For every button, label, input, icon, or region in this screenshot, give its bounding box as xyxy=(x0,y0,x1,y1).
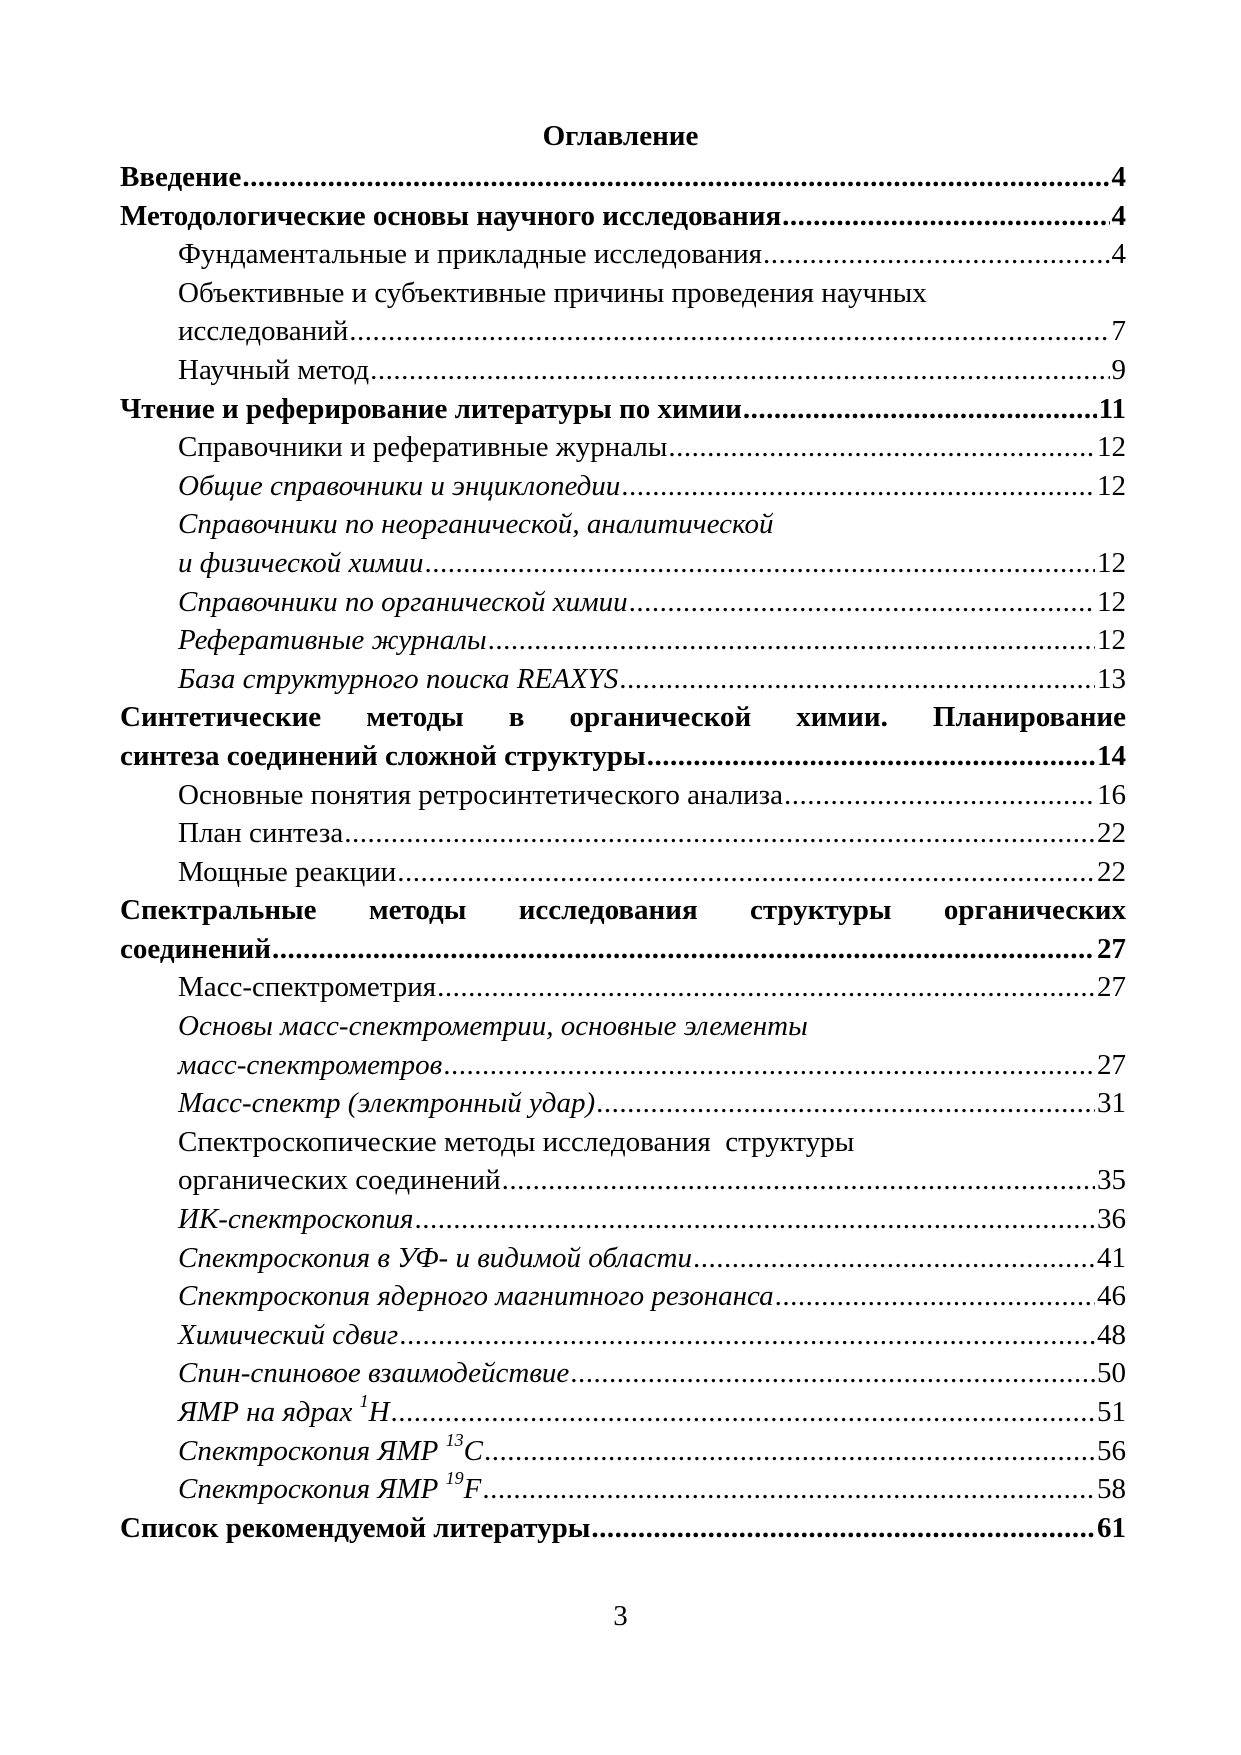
toc-entry[interactable] xyxy=(120,235,1126,274)
toc-entry[interactable] xyxy=(120,1239,1126,1278)
toc-entry-text: и физической химии xyxy=(178,546,424,579)
toc-entry[interactable] xyxy=(120,621,1126,660)
toc-entry-text: Список рекомендуемой литературы xyxy=(120,1511,591,1544)
toc-entry[interactable] xyxy=(120,428,1126,467)
toc-entry-page: 11 xyxy=(1098,392,1126,425)
toc-entry[interactable] xyxy=(120,891,1126,930)
toc-entry-text: Общие справочники и энциклопедии xyxy=(178,469,621,502)
toc-entry-page: 4 xyxy=(1111,238,1126,271)
toc-entry-page: 48 xyxy=(1097,1318,1126,1351)
toc-entry[interactable] xyxy=(120,814,1126,853)
toc-entry[interactable] xyxy=(120,968,1126,1007)
toc-entry-text: масс-спектрометров xyxy=(178,1048,443,1081)
toc-entry-page: 22 xyxy=(1097,817,1126,850)
toc-entry-page: 12 xyxy=(1097,546,1126,579)
toc-entry-text-after: H xyxy=(368,1396,390,1428)
toc-entry[interactable] xyxy=(120,351,1126,390)
toc-entry-text: Научный метод xyxy=(178,353,370,386)
toc-entry[interactable] xyxy=(120,1161,1126,1200)
toc-entry[interactable] xyxy=(120,1316,1126,1355)
toc-entry-page: 46 xyxy=(1097,1280,1126,1313)
toc-entry-text: Справочники по неорганической, аналитической xyxy=(178,508,774,541)
toc-entry[interactable] xyxy=(120,1277,1126,1316)
toc-entry-page: 14 xyxy=(1097,739,1126,772)
toc-entry[interactable] xyxy=(120,312,1126,351)
toc-entry[interactable] xyxy=(120,930,1126,969)
toc-entry-page: 12 xyxy=(1097,585,1126,618)
toc-entry-text: Объективные и субъективные причины проведения научных xyxy=(178,276,927,309)
toc-entry-superscript: 13 xyxy=(445,1429,464,1450)
toc-entry-page: 51 xyxy=(1097,1396,1126,1428)
toc-entry[interactable] xyxy=(120,505,1126,544)
toc-entry-text-main: Спектроскопия ЯМР xyxy=(178,1434,446,1467)
toc-entry[interactable] xyxy=(120,1200,1126,1239)
toc-entry-page: 16 xyxy=(1097,778,1126,811)
toc-entry-text: База структурного поиска REAXYS xyxy=(178,662,619,695)
toc-entry[interactable] xyxy=(120,660,1126,699)
toc-entry-text: Основные понятия ретросинтетического анализа xyxy=(178,778,784,811)
toc-entry-page: 58 xyxy=(1097,1473,1126,1506)
toc-entry-text xyxy=(178,1393,390,1432)
toc-entry-page: 27 xyxy=(1097,932,1126,965)
toc-entry[interactable] xyxy=(120,583,1126,622)
toc-entry-page: 4 xyxy=(1111,161,1126,193)
toc-entry-page: 50 xyxy=(1097,1357,1126,1390)
toc-entry-text: Химический сдвиг xyxy=(178,1318,399,1351)
toc-entry-text: Масс-спектрометрия xyxy=(178,971,437,1004)
toc-entry-text: органических соединений xyxy=(178,1164,501,1197)
toc-entry[interactable] xyxy=(120,737,1126,776)
toc-entry-text-main: Спектроскопия ЯМР xyxy=(178,1473,446,1506)
toc-entry-page: 4 xyxy=(1111,199,1126,232)
toc-entry-superscript: 1 xyxy=(359,1391,369,1411)
toc-entry[interactable] xyxy=(120,390,1126,429)
toc-entry[interactable] xyxy=(120,698,1126,737)
toc-entry-text: Методологические основы научного исследования xyxy=(120,199,782,232)
toc-entry[interactable] xyxy=(120,1354,1126,1393)
toc-entry[interactable] xyxy=(120,544,1126,583)
page-title: Оглавление xyxy=(542,120,699,152)
toc-entry[interactable] xyxy=(120,853,1126,892)
toc-entry-text xyxy=(178,1470,481,1509)
toc-entry-page: 56 xyxy=(1097,1434,1126,1467)
toc-entry-text: Мощные реакции xyxy=(178,855,397,888)
toc-entry-text: соединений xyxy=(120,932,271,965)
toc-entry[interactable] xyxy=(120,467,1126,506)
toc-entry-text: ИК-спектроскопия xyxy=(178,1203,414,1236)
toc-entry-text-after: C xyxy=(463,1434,483,1467)
toc-entry-text: синтеза соединений сложной структуры xyxy=(120,739,646,772)
toc-entry-text-main: ЯМР на ядрах xyxy=(178,1396,360,1428)
toc-entry-text: Справочники по органической химии xyxy=(178,585,628,618)
toc-entry-text: Основы масс-спектрометрии, основные элементы xyxy=(178,1010,808,1043)
toc-entry-text: Спин-спиновое взаимодействие xyxy=(178,1357,570,1390)
toc-entry-page: 61 xyxy=(1097,1511,1126,1544)
toc-entry-page: 12 xyxy=(1097,431,1126,464)
table-of-contents xyxy=(120,158,1126,1547)
toc-entry-page: 12 xyxy=(1097,624,1126,657)
toc-entry[interactable] xyxy=(120,1084,1126,1123)
toc-entry[interactable] xyxy=(120,1509,1126,1548)
toc-entry-page: 7 xyxy=(1111,315,1126,348)
page-number: 3 xyxy=(613,1600,628,1632)
toc-entry-text: Синтетические методы в органической химии. Планирование xyxy=(120,701,1126,734)
toc-entry-page: 36 xyxy=(1097,1203,1126,1236)
toc-entry[interactable] xyxy=(120,1046,1126,1085)
toc-entry-page: 12 xyxy=(1097,469,1126,502)
toc-entry[interactable] xyxy=(120,1470,1126,1509)
toc-entry[interactable] xyxy=(120,1393,1126,1432)
toc-entry[interactable] xyxy=(120,776,1126,815)
toc-entry[interactable] xyxy=(120,197,1126,236)
toc-entry-text-after: F xyxy=(463,1473,482,1506)
toc-entry-page: 27 xyxy=(1097,1048,1126,1081)
toc-entry-text: исследований xyxy=(178,315,349,348)
toc-entry-page: 35 xyxy=(1097,1164,1126,1197)
toc-entry-page: 41 xyxy=(1097,1241,1126,1274)
toc-entry-text: Справочники и реферативные журналы xyxy=(178,431,668,464)
toc-entry[interactable] xyxy=(120,1429,1126,1471)
toc-entry-text: Спектральные методы исследования структуры органических xyxy=(120,894,1126,927)
toc-entry-text: План синтеза xyxy=(178,817,344,850)
toc-entry-text: Спектроскопия ядерного магнитного резонанса xyxy=(178,1280,774,1313)
toc-entry-text: Масс-спектр (электронный удар) xyxy=(178,1087,596,1120)
toc-entry-text: Спектроскопические методы исследования структуры xyxy=(178,1125,855,1158)
toc-entry-page: 13 xyxy=(1097,662,1126,695)
toc-entry[interactable] xyxy=(120,274,1126,313)
toc-entry-page: 9 xyxy=(1111,353,1126,386)
toc-entry[interactable] xyxy=(120,1123,1126,1162)
toc-entry[interactable] xyxy=(120,1007,1126,1046)
toc-entry-text xyxy=(178,1429,483,1471)
toc-entry-page: 22 xyxy=(1097,855,1126,888)
toc-entry-page: 31 xyxy=(1097,1087,1126,1120)
toc-entry-text: Спектроскопия в УФ- и видимой области xyxy=(178,1241,692,1274)
toc-entry[interactable] xyxy=(120,158,1126,197)
toc-entry-text: Реферативные журналы xyxy=(178,624,487,657)
toc-entry-text: Фундаментальные и прикладные исследования xyxy=(178,238,762,271)
toc-entry-superscript: 19 xyxy=(445,1468,464,1489)
toc-entry-text: Чтение и реферирование литературы по химии xyxy=(120,392,742,425)
toc-entry-page: 27 xyxy=(1097,971,1126,1004)
toc-entry-text: Введение xyxy=(120,161,242,193)
